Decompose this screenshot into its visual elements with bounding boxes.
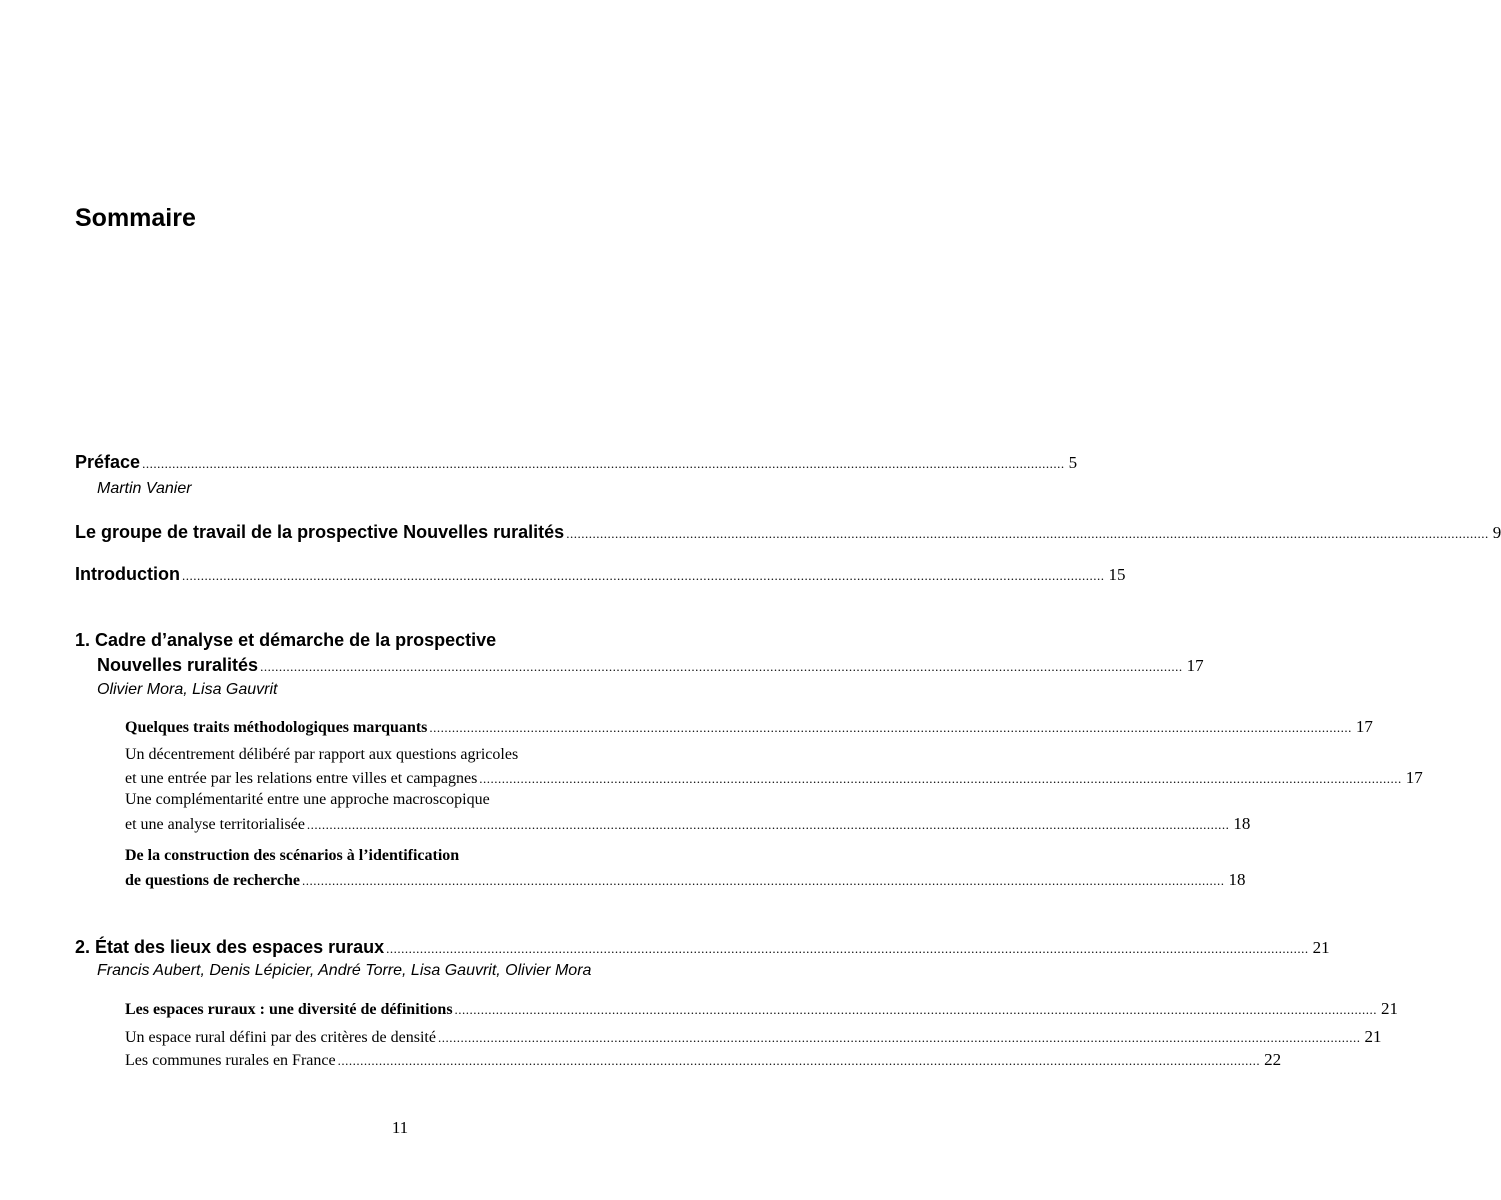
toc-chapter1-title-cont: Nouvelles ruralités	[97, 655, 259, 675]
toc-section-page: 21	[1381, 999, 1399, 1018]
toc-entry-chapter2[interactable]	[75, 937, 1330, 958]
dot-leader: ......................................................................................................................................................................................................................................................	[437, 1030, 1361, 1045]
toc-subsection-line	[75, 791, 700, 809]
toc-section-page: 17	[1355, 717, 1373, 736]
toc-subsection-page: 21	[1364, 1027, 1382, 1046]
dot-leader: ......................................................................................................................................................................................................................................................	[301, 873, 1225, 888]
toc-chapter1-authors: Olivier Mora, Lisa Gauvrit	[97, 681, 278, 698]
toc-chapter2-authors: Francis Aubert, Denis Lépicier, André Torre, Lisa Gauvrit, Olivier Mora	[97, 962, 592, 979]
toc-introduction-title: Introduction	[75, 564, 180, 584]
toc-preface-title: Préface	[75, 452, 141, 472]
dot-leader: ......................................................................................................................................................................................................................................................	[337, 1053, 1261, 1068]
toc-entry-subsection-1-1-1[interactable]	[75, 768, 1423, 788]
page-number: 11	[391, 1118, 409, 1137]
toc-chapter2-title: 2. État des lieux des espaces ruraux	[75, 937, 385, 957]
toc-entry-preface[interactable]	[75, 452, 1078, 473]
toc-subsection-title: Un espace rural défini par des critères de densité	[125, 1029, 436, 1046]
toc-preface-author: Martin Vanier	[97, 480, 192, 497]
toc-section-page: 18	[1228, 870, 1246, 889]
toc-groupe-page: 9	[1492, 523, 1501, 542]
toc-chapter1-page: 17	[1186, 656, 1204, 675]
toc-entry-section-1-2[interactable]	[75, 870, 1246, 890]
toc-subsection-page: 22	[1264, 1050, 1282, 1069]
dot-leader: ......................................................................................................................................................................................................................................................	[260, 659, 1183, 674]
toc-entry-groupe[interactable]	[75, 522, 1501, 543]
toc-section-title: Les espaces ruraux : une diversité de définitions	[125, 1001, 453, 1018]
toc-section-line	[75, 847, 700, 865]
toc-entry-section-2-1[interactable]	[75, 999, 1399, 1019]
dot-leader: ......................................................................................................................................................................................................................................................	[454, 1002, 1378, 1017]
toc-entry-subsection-2-1-2[interactable]	[75, 1050, 1282, 1070]
toc-chapter1-title-line1[interactable]	[75, 630, 700, 651]
toc-chapter1-authors-line	[75, 681, 700, 699]
toc-section-title: De la construction des scénarios à l’identification	[125, 847, 460, 864]
toc-introduction-page: 15	[1108, 565, 1126, 584]
toc-preface-author-line	[75, 480, 700, 498]
dot-leader: ......................................................................................................................................................................................................................................................	[181, 568, 1105, 583]
toc-chapter2-authors-line	[75, 962, 700, 980]
toc-subsection-line	[75, 746, 700, 764]
toc-groupe-title: Le groupe de travail de la prospective Nouvelles ruralités	[75, 522, 565, 542]
toc-section-title-cont: de questions de recherche	[125, 872, 300, 889]
page-title: Sommaire	[75, 204, 196, 232]
toc-subsection-title: Une complémentarité entre une approche macroscopique	[125, 791, 490, 808]
toc-entry-section-1-1[interactable]	[75, 717, 1373, 737]
toc-section-title: Quelques traits méthodologiques marquants	[125, 719, 428, 736]
toc-entry-introduction[interactable]	[75, 564, 1126, 585]
toc-chapter1-title: 1. Cadre d’analyse et démarche de la prospective	[75, 630, 497, 650]
toc-subsection-page: 18	[1233, 814, 1251, 833]
toc-entry-chapter1[interactable]	[75, 655, 1204, 676]
toc-subsection-title-cont: et une analyse territorialisée	[125, 816, 305, 833]
dot-leader: ......................................................................................................................................................................................................................................................	[479, 771, 1402, 786]
toc-subsection-page: 17	[1405, 768, 1423, 787]
toc-entry-subsection-2-1-1[interactable]	[75, 1027, 1382, 1047]
dot-leader: ......................................................................................................................................................................................................................................................	[566, 526, 1489, 541]
toc-preface-page: 5	[1068, 453, 1078, 472]
dot-leader: ......................................................................................................................................................................................................................................................	[306, 817, 1230, 832]
toc-subsection-title: Les communes rurales en France	[125, 1052, 336, 1069]
toc-entry-subsection-1-1-2[interactable]	[75, 814, 1251, 834]
dot-leader: ......................................................................................................................................................................................................................................................	[386, 941, 1309, 956]
table-of-contents	[75, 0, 1501, 1200]
toc-subsection-title: Un décentrement délibéré par rapport aux questions agricoles	[125, 746, 519, 763]
dot-leader: ......................................................................................................................................................................................................................................................	[142, 456, 1065, 471]
toc-subsection-title-cont: et une entrée par les relations entre villes et campagnes	[125, 770, 478, 787]
dot-leader: ......................................................................................................................................................................................................................................................	[429, 720, 1352, 735]
toc-chapter2-page: 21	[1312, 938, 1330, 957]
